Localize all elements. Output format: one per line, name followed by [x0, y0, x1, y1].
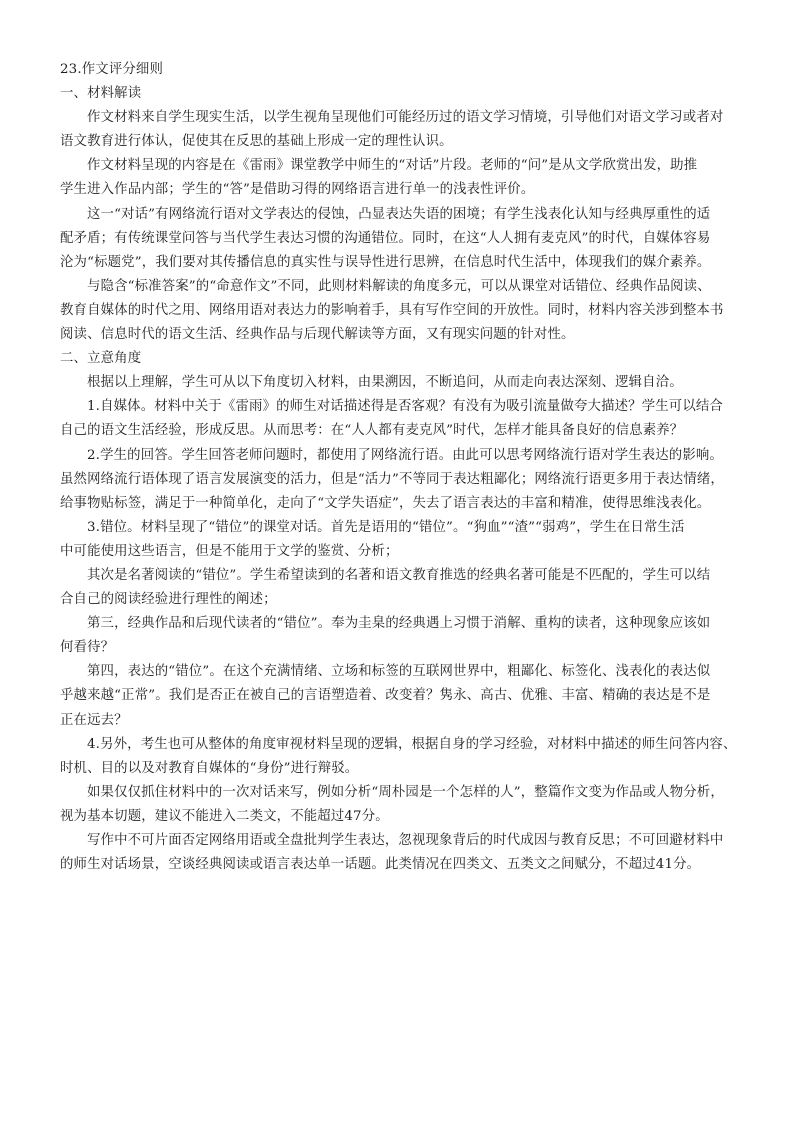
paragraph-line: 3.错位。材料呈现了“错位”的课堂对话。首先是语用的“错位”。“狗血”“渣”“弱鸡”，学生在日常生活: [87, 519, 685, 535]
paragraph-line: 1.自媒体。材料中关于《雷雨》的师生对话描述得是否客观？有没有为吸引流量做夸大描述？学生可以结合: [87, 399, 723, 415]
paragraph-line: 给事物贴标签，满足于一种简单化，走向了“文学失语症”，失去了语言表达的丰富和精准，使得思维浅表化。: [60, 495, 711, 511]
paragraph-line: 时机、目的以及对教育自媒体的“身份”进行辩驳。: [60, 760, 359, 776]
paragraph-line: 语文教育进行体认，促使其在反思的基础上形成一定的理性认识。: [60, 134, 453, 150]
paragraph-line: 中可能使用这些语言，但是不能用于文学的鉴赏、分析；: [60, 543, 399, 559]
paragraph-line: 第三，经典作品和后现代读者的“错位”。奉为圭臬的经典遇上习惯于消解、重构的读者，这种现象应该如: [87, 616, 711, 632]
paragraph-line: 与隐含“标准答案”的“命意作文”不同，此则材料解读的角度多元，可以从课堂对话错位、经典作品阅读、: [87, 278, 711, 294]
paragraph-line: 2.学生的回答。学生回答老师问题时，都使用了网络流行语。由此可以思考网络流行语对学生表达的影响。: [87, 447, 723, 463]
paragraph-line: 如果仅仅抓住材料中的一次对话来写，例如分析“周朴园是一个怎样的人”，整篇作文变为作品或人物分析，: [87, 784, 724, 800]
paragraph-line: 乎越来越“正常”。我们是否正在被自己的言语塑造着、改变着？隽永、高古、优雅、丰富、精确的表达是不是: [60, 688, 711, 704]
scoring-rules-document: [60, 58, 744, 877]
paragraph-line: 教育自媒体的时代之用、网络用语对表达力的影响着手，具有写作空间的开放性。同时，材料内容关涉到整本书: [60, 302, 724, 318]
paragraph-line: 沦为“标题党”，我们要对其传播信息的真实性与误导性进行思辨，在信息时代生活中，体现我们的媒介素养。: [60, 254, 711, 270]
paragraph-line: 合自己的阅读经验进行理性的阐述；: [60, 592, 277, 608]
paragraph-line: 虽然网络流行语体现了语言发展演变的活力，但是“活力”不等同于表达粗鄙化；网络流行语更多用于表达情绪，: [60, 471, 724, 487]
paragraph-line: 作文材料呈现的内容是在《雷雨》课堂教学中师生的“对话”片段。老师的“问”是从文学欣赏出发，助推: [87, 158, 698, 174]
paragraph-line: 其次是名著阅读的“错位”。学生希望读到的名著和语文教育推选的经典名著可能是不匹配的，学生可以结: [87, 567, 711, 583]
paragraph-line: 自己的语文生活经验，形成反思。从而思考：在“人人都有麦克风”时代，怎样才能具备良好的信息素养？: [60, 423, 684, 439]
section-heading: 二、立意角度: [60, 351, 142, 367]
paragraph-line: 第四，表达的“错位”。在这个充满情绪、立场和标签的互联网世界中，粗鄙化、标签化、浅表化的表达似: [87, 664, 711, 680]
section-heading: 一、材料解读: [60, 86, 142, 102]
paragraph-line: 阅读、信息时代的语文生活、经典作品与后现代解读等方面，又有现实问题的针对性。: [60, 327, 575, 343]
document-body: [60, 82, 744, 877]
paragraph-line: 这一“对话”有网络流行语对文学表达的侵蚀，凸显表达失语的困境；有学生浅表化认知与经典厚重性的适: [87, 206, 711, 222]
document-title: 23.作文评分细则: [60, 62, 163, 77]
paragraph-line: 根据以上理解，学生可从以下角度切入材料，由果溯因，不断追问，从而走向表达深刻、逻辑自洽。: [87, 375, 683, 391]
paragraph-line: 的师生对话场景，空谈经典阅读或语言表达单一话题。此类情况在四类文、五类文之间赋分，不超过41分。: [60, 857, 701, 873]
paragraph-line: 配矛盾；有传统课堂问答与当代学生表达习惯的沟通错位。同时，在这“人人拥有麦克风”的时代，自媒体容易: [60, 230, 711, 246]
paragraph-line: 正在远去？: [60, 712, 128, 728]
paragraph-line: 4.另外，考生也可从整体的角度审视材料呈现的逻辑，根据自身的学习经验，对材料中描述的师生问答内容、: [87, 736, 737, 752]
paragraph-line: 学生进入作品内部；学生的“答”是借助习得的网络语言进行单一的浅表性评价。: [60, 182, 535, 198]
paragraph-line: 写作中不可片面否定网络用语或全盘批判学生表达，忽视现象背后的时代成因与教育反思；不可回避材料中: [87, 833, 724, 848]
paragraph-line: 何看待？: [60, 640, 115, 656]
paragraph-line: 作文材料来自学生现实生活，以学生视角呈现他们可能经历过的语文学习情境，引导他们对语文学习或者对: [87, 110, 724, 126]
paragraph-line: 视为基本切题，建议不能进入二类文，不能超过47分。: [60, 808, 389, 824]
